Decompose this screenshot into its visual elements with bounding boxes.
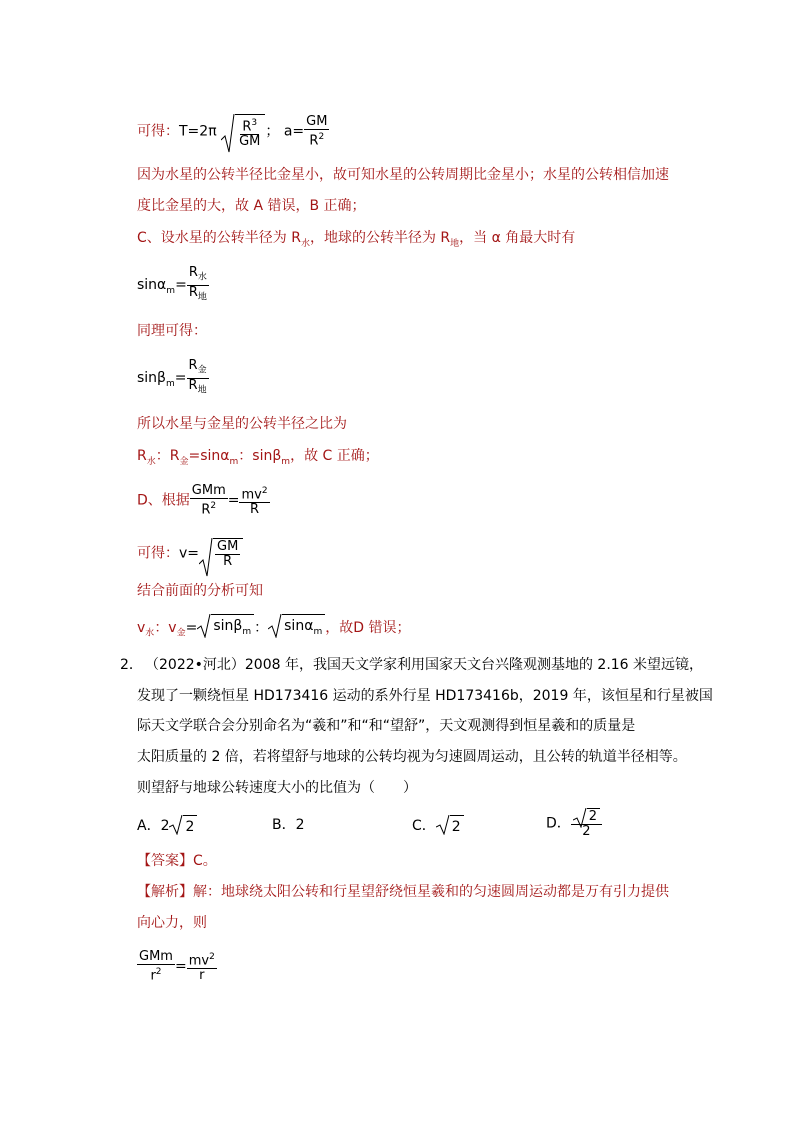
- radical-sign: [436, 815, 450, 835]
- option-b[interactable]: B．2: [272, 817, 305, 833]
- formula-sin-alpha: sinα$_m$= $\frac{R_水}{R_地}$: [137, 265, 207, 303]
- separator: ；: [265, 123, 280, 140]
- radical-sign: [573, 808, 587, 828]
- paragraph-line: 同理可得：: [137, 323, 207, 339]
- question-number: 2．: [120, 657, 143, 673]
- analysis-label: 【解析】: [137, 884, 193, 900]
- radical-sign: [221, 114, 235, 154]
- question-text-line: 际天文学联合会分别命名为“羲和”和“和“望舒”，天文观测得到恒星羲和的质量是: [137, 718, 636, 734]
- answer-line: [137, 851, 217, 871]
- radical-sign: [169, 815, 183, 835]
- answer-label: 【答案】: [137, 853, 193, 869]
- paragraph-line: 度比金星的大，故 A 错误，B 正确；: [137, 198, 366, 214]
- option-d[interactable]: D． $\frac{2}{2}$: [546, 808, 602, 839]
- answer-value: C。: [193, 853, 217, 869]
- accel-label: a=: [283, 123, 305, 140]
- analysis-line: 【解析】解：地球绕太阳公转和行星望舒绕恒星羲和的匀速圆周运动都是万有引力提供: [137, 884, 669, 900]
- period-formula: T=2π: [179, 123, 217, 140]
- question-text-line: 太阳质量的 2 倍，若将望舒与地球的公转均视为匀速圆周运动，且公转的轨道半径相等。: [137, 749, 687, 765]
- velocity-ratio-line: $v_水$：$v_金=$ sinβ$_m$ ： sinα$_m$ ，故D 错误；: [137, 614, 410, 644]
- option-a[interactable]: A．2 2: [137, 815, 197, 837]
- formula-sin-beta: sinβ$_m$= $\frac{R_金}{R_地}$: [137, 358, 207, 396]
- sqrt-expression: $\frac{R^3}{GM}$: [221, 114, 265, 149]
- line-formula-period: [137, 114, 329, 149]
- ratio-line: $R_水$：$R_金=\sin\alpha_m$：sinβ$_m$，故 C 正确；: [137, 448, 379, 467]
- paragraph-line: 因为水星的公转半径比金星小，故可知水星的公转周期比金星小；水星的公转相信加速: [137, 167, 669, 183]
- paragraph-line: 结合前面的分析可知: [137, 583, 263, 599]
- formula-gravity: $\frac{\text{GMm}}{r^2}$ = $\frac{mv^2}{r}$: [139, 949, 215, 984]
- radical-sign: [199, 538, 213, 578]
- radical-sign: [197, 614, 211, 638]
- accel-fraction: $\frac{GM}{R^2}$: [306, 114, 328, 149]
- analysis-line: 向心力，则: [137, 915, 207, 931]
- radical-sign: [268, 614, 282, 638]
- formula-velocity: 可得：v= $\frac{GM}{R}$: [137, 538, 243, 569]
- formula-line-d: D、根据 $\frac{\text{GMm}}{R^2}$ = $\frac{mv^2}{R}$: [137, 483, 268, 518]
- question-text-line: 发现了一颗绕恒星 HD173416 运动的系外行星 HD173416b，2019 年，该恒星和行星被国: [137, 688, 713, 704]
- paragraph-line-c: C、设水星的公转半径为 $R_水$，地球的公转半径为 $R_地$，当 α 角最大时有: [137, 230, 576, 249]
- question-text-line: 则望舒与地球公转速度大小的比值为（ ）: [137, 780, 417, 796]
- option-c[interactable]: C． 2: [412, 815, 464, 837]
- question-text-line: （2022•河北）2008 年，我国天文学家利用国家天文台兴隆观测基地的 2.16 米望远镜，: [145, 657, 704, 673]
- text-prefix: 可得：: [137, 123, 179, 140]
- paragraph-line: 所以水星与金星的公转半径之比为: [137, 416, 347, 432]
